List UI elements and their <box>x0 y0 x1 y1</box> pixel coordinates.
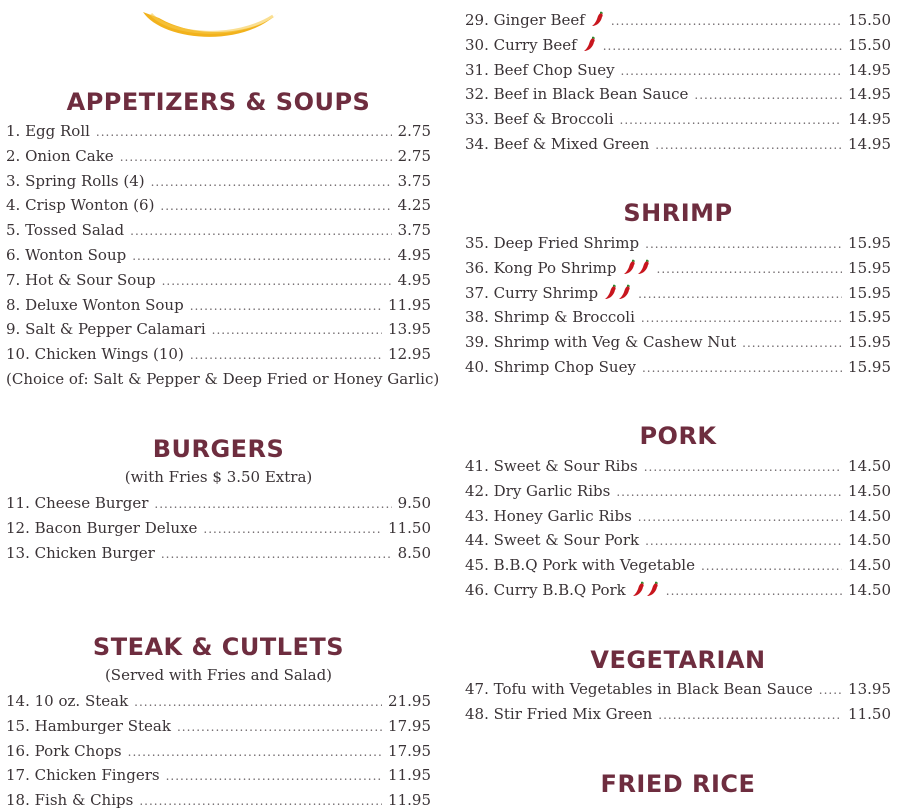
dot-leader <box>162 271 392 291</box>
menu-item-price: 3.75 <box>397 221 431 240</box>
menu-item-price: 11.95 <box>388 766 431 785</box>
menu-item-price: 15.95 <box>848 258 891 277</box>
menu-item <box>6 121 431 141</box>
dot-leader <box>166 766 382 786</box>
menu-item <box>6 493 431 513</box>
dot-leader <box>212 320 382 340</box>
dot-leader <box>657 259 843 279</box>
menu-item-name: 3. Spring Rolls (4) <box>6 171 145 190</box>
spicy-indicator <box>604 283 632 303</box>
menu-item-name: 34. Beef & Mixed Green <box>465 135 650 153</box>
menu-item-name: 9. Salt & Pepper Calamari <box>6 320 206 339</box>
menu-item <box>6 543 431 563</box>
menu-item-name: 29. Ginger Beef <box>465 11 585 29</box>
menu-item <box>465 233 891 253</box>
dot-leader <box>151 172 392 192</box>
menu-item-price: 4.95 <box>397 246 431 264</box>
menu-item-price: 17.95 <box>388 741 431 760</box>
dot-leader <box>645 234 842 254</box>
chili-pepper-icon <box>604 284 618 300</box>
dot-leader <box>154 494 391 514</box>
right-column <box>465 0 891 808</box>
dot-leader <box>644 457 842 477</box>
menu-item-name: 10. Chicken Wings (10) <box>6 345 184 364</box>
menu-item-name: 39. Shrimp with Veg & Cashew Nut <box>465 333 737 352</box>
menu-item-name: 35. Deep Fried Shrimp <box>465 234 640 252</box>
dot-leader <box>203 519 382 539</box>
dot-leader <box>120 147 392 167</box>
menu-item <box>465 307 891 327</box>
menu-item <box>6 716 431 736</box>
menu-item-price: 15.95 <box>848 234 891 252</box>
menu-item <box>6 691 431 711</box>
menu-item-name: 6. Wonton Soup <box>6 246 127 264</box>
menu-item <box>465 456 891 476</box>
section-title-fried-rice: FRIED RICE <box>600 770 756 798</box>
menu-item-name: 14. 10 oz. Steak <box>6 692 129 710</box>
dot-leader <box>132 246 391 266</box>
menu-item <box>465 704 891 724</box>
menu-item-name: 11. Cheese Burger <box>6 494 149 512</box>
chili-pepper-icon <box>646 581 660 597</box>
menu-item-price: 3.75 <box>397 171 431 190</box>
menu-item-name: 42. Dry Garlic Ribs <box>465 481 611 500</box>
menu-item-price: 4.25 <box>397 196 431 215</box>
menu-item <box>6 790 431 810</box>
menu-item <box>6 319 431 339</box>
menu-item-price: 12.95 <box>388 345 431 364</box>
menu-item <box>6 171 431 191</box>
dot-leader <box>616 482 842 502</box>
menu-item <box>465 134 891 154</box>
menu-item <box>6 518 431 538</box>
menu-item <box>465 109 891 129</box>
menu-item-price: 14.95 <box>848 110 891 129</box>
menu-item-name: 8. Deluxe Wonton Soup <box>6 295 184 314</box>
section-title-shrimp: SHRIMP <box>623 199 733 227</box>
menu-item-price: 14.50 <box>848 481 891 500</box>
menu-item-name: 46. Curry B.B.Q Pork <box>465 581 626 599</box>
dot-leader <box>134 692 382 712</box>
menu-item-name: 5. Tossed Salad <box>6 221 125 240</box>
dot-leader <box>819 680 842 700</box>
menu-item <box>6 741 431 761</box>
chili-pepper-icon <box>632 581 646 597</box>
spicy-indicator <box>623 258 651 278</box>
menu-item <box>465 481 891 501</box>
menu-item-name: 44. Sweet & Sour Pork <box>465 531 640 550</box>
burgers-subtitle: (with Fries $ 3.50 Extra) <box>124 468 313 486</box>
menu-item <box>465 35 891 55</box>
menu-item-price: 9.50 <box>397 494 431 512</box>
chili-pepper-icon <box>583 36 597 52</box>
dot-leader <box>642 358 842 378</box>
menu-item-name: 38. Shrimp & Broccoli <box>465 308 635 327</box>
menu-item <box>6 295 431 315</box>
section-title-burgers: BURGERS <box>152 435 285 463</box>
menu-item-price: 14.50 <box>848 581 891 599</box>
menu-item-price: 13.95 <box>388 320 431 339</box>
menu-item-price: 14.50 <box>848 556 891 575</box>
menu-item <box>465 10 891 30</box>
dot-leader <box>701 556 842 576</box>
menu-item-price: 21.95 <box>388 692 431 710</box>
menu-item-name: 30. Curry Beef <box>465 35 577 54</box>
menu-item-name: 16. Pork Chops <box>6 741 122 760</box>
menu-item-price: 14.50 <box>848 506 891 525</box>
section-title-steak: STEAK & CUTLETS <box>92 633 345 661</box>
menu-item-price: 11.95 <box>388 295 431 314</box>
menu-item-name: 40. Shrimp Chop Suey <box>465 358 636 376</box>
menu-item-name: 41. Sweet & Sour Ribs <box>465 457 638 475</box>
chili-pepper-icon <box>623 259 637 275</box>
menu-item-price: 4.95 <box>397 270 431 289</box>
logo-swoosh-icon <box>141 10 281 44</box>
appetizers-note: (Choice of: Salt & Pepper & Deep Fried or Honey Garlic) <box>6 370 440 388</box>
dot-leader <box>96 122 392 142</box>
dot-leader <box>603 36 842 56</box>
menu-item <box>6 245 431 265</box>
spicy-indicator <box>632 580 660 600</box>
dot-leader <box>694 85 842 105</box>
dot-leader <box>620 110 843 130</box>
menu-item-name: 47. Tofu with Vegetables in Black Bean Sauce <box>465 680 813 698</box>
dot-leader <box>160 196 391 216</box>
dot-leader <box>161 544 392 564</box>
dot-leader <box>638 284 842 304</box>
menu-item-name: 17. Chicken Fingers <box>6 766 160 785</box>
menu-item-name: 33. Beef & Broccoli <box>465 110 614 129</box>
menu-item-name: 37. Curry Shrimp <box>465 283 599 302</box>
dot-leader <box>611 11 842 31</box>
menu-item <box>465 580 891 600</box>
dot-leader <box>658 705 842 725</box>
menu-item-name: 48. Stir Fried Mix Green <box>465 704 653 723</box>
dot-leader <box>190 296 382 316</box>
dot-leader <box>190 345 382 365</box>
menu-item-price: 11.50 <box>848 704 891 723</box>
menu-item-name: 7. Hot & Sour Soup <box>6 270 156 289</box>
menu-item-name: 31. Beef Chop Suey <box>465 60 615 79</box>
menu-item <box>465 60 891 80</box>
menu-item-price: 14.95 <box>848 85 891 104</box>
menu-item <box>6 146 431 166</box>
menu-item-price: 2.75 <box>397 122 431 140</box>
menu-item <box>6 765 431 785</box>
restaurant-logo <box>86 0 386 80</box>
menu-item-price: 15.50 <box>848 11 891 29</box>
menu-item <box>6 195 431 215</box>
menu-item-price: 14.95 <box>848 135 891 153</box>
section-title-appetizers: APPETIZERS & SOUPS <box>66 88 371 116</box>
menu-item-price: 15.95 <box>848 333 891 352</box>
menu-item-name: 45. B.B.Q Pork with Vegetable <box>465 556 695 575</box>
spicy-indicator <box>591 10 605 30</box>
menu-item <box>6 220 431 240</box>
dot-leader <box>645 531 842 551</box>
menu-item-price: 8.50 <box>397 543 431 562</box>
menu-item-name: 36. Kong Po Shrimp <box>465 258 617 277</box>
menu-item <box>465 84 891 104</box>
menu-item-name: 1. Egg Roll <box>6 122 90 140</box>
menu-item-price: 14.50 <box>848 531 891 550</box>
spicy-indicator <box>583 35 597 55</box>
menu-item <box>6 270 431 290</box>
menu-item-price: 11.95 <box>388 791 431 810</box>
menu-item-price: 15.95 <box>848 283 891 302</box>
menu-item-name: 4. Crisp Wonton (6) <box>6 196 155 215</box>
dot-leader <box>621 61 843 81</box>
dot-leader <box>128 742 382 762</box>
menu-item-price: 11.50 <box>388 518 431 537</box>
menu-item-price: 17.95 <box>388 716 431 735</box>
menu-item <box>465 679 891 699</box>
chili-pepper-icon <box>591 11 605 27</box>
dot-leader <box>666 581 842 601</box>
chili-pepper-icon <box>637 259 651 275</box>
menu-item <box>465 258 891 278</box>
section-title-pork: PORK <box>639 422 717 450</box>
dot-leader <box>641 308 842 328</box>
menu-item <box>465 506 891 526</box>
menu-item-price: 14.50 <box>848 457 891 475</box>
dot-leader <box>742 333 842 353</box>
menu-item-name: 12. Bacon Burger Deluxe <box>6 518 198 537</box>
menu-item-price: 15.95 <box>848 308 891 327</box>
menu-item <box>6 344 431 364</box>
menu-item <box>465 283 891 303</box>
dot-leader <box>139 791 382 811</box>
menu-item-name: 18. Fish & Chips <box>6 791 134 810</box>
dot-leader <box>638 507 842 527</box>
menu-item <box>465 530 891 550</box>
dot-leader <box>177 717 382 737</box>
menu-item-price: 15.95 <box>848 358 891 376</box>
menu-item-name: 13. Chicken Burger <box>6 543 155 562</box>
chili-pepper-icon <box>618 284 632 300</box>
menu-item-price: 14.95 <box>848 60 891 79</box>
menu-item <box>465 332 891 352</box>
dot-leader <box>655 135 842 155</box>
section-title-vegetarian: VEGETARIAN <box>590 646 766 674</box>
menu-item-price: 2.75 <box>397 146 431 165</box>
menu-item-name: 32. Beef in Black Bean Sauce <box>465 85 689 104</box>
menu-item <box>465 357 891 377</box>
left-column <box>6 0 440 810</box>
menu-item-name: 43. Honey Garlic Ribs <box>465 506 632 525</box>
menu-item-name: 2. Onion Cake <box>6 146 114 165</box>
menu-item-price: 15.50 <box>848 35 891 54</box>
dot-leader <box>130 221 391 241</box>
menu-item <box>465 555 891 575</box>
steak-subtitle: (Served with Fries and Salad) <box>104 666 333 684</box>
menu-item-price: 13.95 <box>848 680 891 698</box>
menu-item-name: 15. Hamburger Steak <box>6 716 171 735</box>
